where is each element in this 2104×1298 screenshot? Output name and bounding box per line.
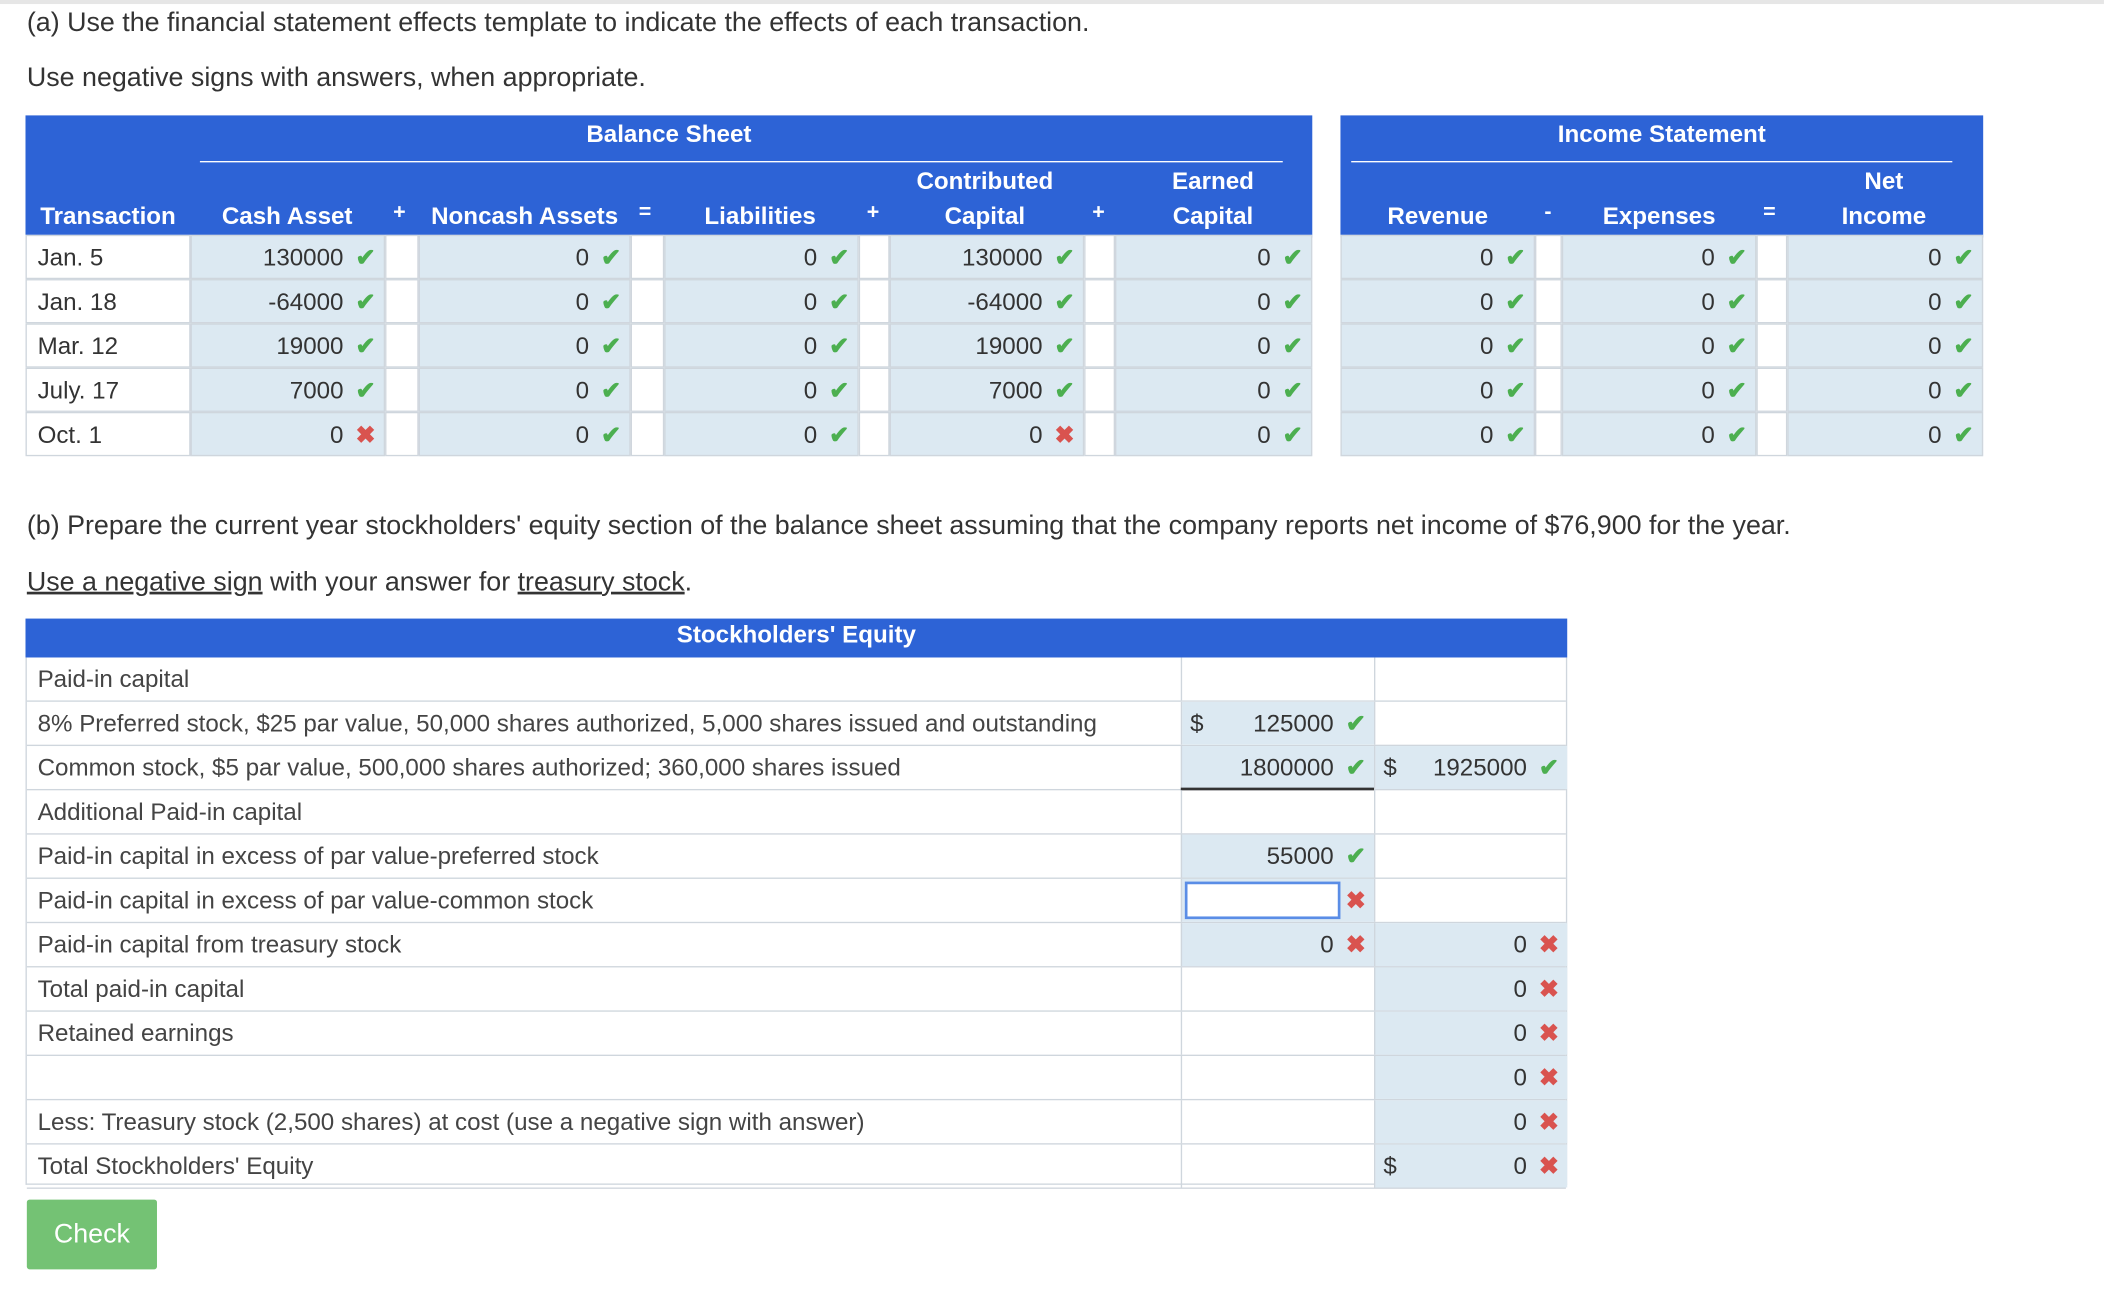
equity-amount-col1 bbox=[1181, 1056, 1374, 1099]
cell-value: 130000 bbox=[961, 244, 1043, 272]
expenses-input[interactable] bbox=[1562, 412, 1757, 456]
separator-cell bbox=[631, 368, 665, 412]
cell-value: 19000 bbox=[975, 332, 1043, 360]
check-icon: ✔ bbox=[1054, 288, 1075, 316]
balance-sheet-header bbox=[25, 115, 1312, 237]
check-icon: ✔ bbox=[1054, 244, 1075, 272]
equity-amount-col1 bbox=[1181, 1145, 1374, 1188]
equity-amount-col2[interactable] bbox=[1374, 1145, 1567, 1188]
transaction-label: Jan. 5 bbox=[25, 235, 190, 279]
equity-amount-col1 bbox=[1181, 1100, 1374, 1143]
cell-value: 0 bbox=[1257, 377, 1271, 404]
separator-cell bbox=[631, 235, 665, 279]
equity-header bbox=[25, 619, 1567, 658]
equity-row bbox=[27, 1145, 1566, 1189]
equity-title: Stockholders' Equity bbox=[676, 621, 916, 649]
note-text: with your answer for bbox=[262, 567, 518, 598]
check-icon: ✔ bbox=[1345, 842, 1366, 870]
cell-value: 0 bbox=[1701, 377, 1715, 404]
earned-capital-input[interactable] bbox=[1115, 235, 1312, 279]
amount-value: 125000 bbox=[1253, 709, 1334, 737]
equity-amount-col1[interactable] bbox=[1181, 879, 1374, 922]
check-icon: ✔ bbox=[1345, 709, 1366, 737]
equity-row bbox=[27, 702, 1566, 746]
part-a-note: Use negative signs with answers, when appropriate. bbox=[26, 63, 646, 93]
cell-value: 0 bbox=[330, 421, 344, 449]
check-icon: ✔ bbox=[355, 332, 376, 360]
check-icon: ✔ bbox=[1505, 244, 1526, 272]
cross-icon: ✖ bbox=[1538, 975, 1560, 1003]
revenue-input[interactable] bbox=[1340, 412, 1535, 456]
income-statement-title: Income Statement bbox=[1557, 120, 1766, 148]
check-icon: ✔ bbox=[1505, 332, 1526, 360]
cell-value: 0 bbox=[1257, 244, 1271, 272]
cell-value: 0 bbox=[1479, 288, 1494, 316]
check-icon: ✔ bbox=[829, 288, 850, 316]
equals-operator: = bbox=[1763, 201, 1776, 225]
cell-value: 0 bbox=[1928, 244, 1942, 272]
separator-cell bbox=[1084, 235, 1115, 279]
check-icon: ✔ bbox=[355, 244, 376, 272]
separator-cell bbox=[385, 235, 419, 279]
col-revenue: Revenue bbox=[1387, 202, 1489, 230]
check-icon: ✔ bbox=[1282, 377, 1303, 404]
net-income-input[interactable] bbox=[1787, 235, 1983, 279]
equity-amount-col1[interactable] bbox=[1181, 835, 1374, 878]
cell-value: 0 bbox=[1701, 288, 1715, 316]
check-icon: ✔ bbox=[1726, 244, 1748, 272]
check-icon: ✔ bbox=[601, 421, 622, 449]
cell-value: 0 bbox=[1479, 421, 1494, 449]
noncash-assets-input[interactable] bbox=[419, 279, 631, 323]
cell-value: 0 bbox=[1701, 421, 1715, 449]
cell-value: 0 bbox=[575, 332, 590, 360]
check-icon: ✔ bbox=[829, 332, 850, 360]
liabilities-input[interactable] bbox=[664, 279, 859, 323]
separator-cell bbox=[1756, 235, 1787, 279]
equity-row-label: Retained earnings bbox=[37, 1019, 234, 1047]
equity-row-label: Paid-in capital in excess of par value-preferred stock bbox=[37, 842, 599, 870]
separator-cell bbox=[385, 368, 419, 412]
check-icon: ✔ bbox=[1726, 421, 1748, 449]
separator-cell bbox=[1535, 368, 1562, 412]
noncash-assets-input[interactable] bbox=[419, 323, 631, 367]
top-divider bbox=[0, 0, 2104, 4]
liabilities-input[interactable] bbox=[664, 235, 859, 279]
separator-cell bbox=[631, 279, 665, 323]
separator-cell bbox=[859, 412, 890, 456]
part-b-note bbox=[27, 568, 692, 599]
revenue-input[interactable] bbox=[1340, 368, 1535, 412]
net-income-input[interactable] bbox=[1787, 323, 1983, 367]
check-icon: ✔ bbox=[1953, 421, 1974, 449]
earned-capital-input[interactable] bbox=[1115, 368, 1312, 412]
minus-operator: - bbox=[1544, 201, 1552, 225]
separator-cell bbox=[1756, 323, 1787, 367]
separator-cell bbox=[1535, 235, 1562, 279]
separator-cell bbox=[1756, 279, 1787, 323]
equity-row-label: 8% Preferred stock, $25 par value, 50,000 shares authorized, 5,000 shares issued and outstanding bbox=[37, 709, 1097, 737]
cell-value: 130000 bbox=[262, 244, 344, 272]
check-icon: ✔ bbox=[1282, 332, 1303, 360]
contributed-capital-input[interactable] bbox=[890, 235, 1085, 279]
cross-icon: ✖ bbox=[1538, 1064, 1560, 1091]
check-button[interactable]: Check bbox=[27, 1200, 157, 1270]
check-icon: ✔ bbox=[1505, 421, 1526, 449]
equals-operator: = bbox=[638, 201, 652, 225]
cell-value: 0 bbox=[1257, 288, 1271, 316]
cash-asset-input[interactable] bbox=[191, 412, 386, 456]
col-liabilities: Liabilities bbox=[704, 202, 816, 230]
equity-row bbox=[27, 879, 1566, 923]
separator-cell bbox=[631, 412, 665, 456]
part-b-instruction: (b) Prepare the current year stockholders' equity section of the balance sheet assuming that the company reports net income of $76,900 for the year. bbox=[26, 511, 1791, 541]
noncash-assets-input[interactable] bbox=[419, 412, 631, 456]
cash-asset-input[interactable] bbox=[191, 279, 386, 323]
expenses-input[interactable] bbox=[1562, 235, 1757, 279]
net-income-input[interactable] bbox=[1787, 279, 1983, 323]
cell-value: 0 bbox=[803, 288, 818, 316]
check-icon: ✔ bbox=[355, 377, 376, 404]
equity-amount-col2[interactable] bbox=[1374, 923, 1567, 966]
contributed-capital-input[interactable] bbox=[890, 323, 1085, 367]
separator-cell bbox=[859, 323, 890, 367]
cell-value: 0 bbox=[803, 244, 818, 272]
amount-value: 0 bbox=[1513, 975, 1527, 1003]
check-icon: ✔ bbox=[601, 332, 622, 360]
cell-value: 0 bbox=[1928, 288, 1942, 316]
equity-amount-col1 bbox=[1181, 790, 1374, 833]
col-noncash-assets: Noncash Assets bbox=[431, 202, 619, 230]
separator-cell bbox=[1084, 368, 1115, 412]
col-contributed-2: Capital bbox=[944, 202, 1026, 230]
cell-value: 7000 bbox=[289, 377, 344, 404]
plus-operator: + bbox=[1092, 201, 1105, 225]
equity-amount-col1[interactable] bbox=[1181, 746, 1374, 789]
contributed-capital-input[interactable] bbox=[890, 368, 1085, 412]
separator-cell bbox=[385, 323, 419, 367]
check-icon: ✔ bbox=[601, 377, 622, 404]
equity-amount-col1 bbox=[1181, 657, 1374, 700]
cross-icon: ✖ bbox=[1345, 886, 1366, 914]
check-icon: ✔ bbox=[1726, 377, 1748, 404]
separator-cell bbox=[859, 235, 890, 279]
separator-cell bbox=[1756, 412, 1787, 456]
equity-amount-col2[interactable] bbox=[1374, 746, 1567, 789]
cell-value: 0 bbox=[803, 377, 818, 404]
check-icon: ✔ bbox=[1953, 332, 1974, 360]
cell-value: 0 bbox=[1479, 377, 1494, 404]
equity-amount-col1 bbox=[1181, 1012, 1374, 1055]
equity-amount-col1[interactable] bbox=[1181, 923, 1374, 966]
cell-value: -64000 bbox=[268, 288, 344, 316]
amount-value: 0 bbox=[1513, 931, 1527, 959]
cross-icon: ✖ bbox=[1538, 1019, 1560, 1047]
equity-amount-col1 bbox=[1181, 967, 1374, 1010]
equity-amount-col2 bbox=[1374, 657, 1567, 700]
cash-asset-input[interactable] bbox=[191, 323, 386, 367]
cell-value: 0 bbox=[1701, 332, 1715, 360]
check-icon: ✔ bbox=[1505, 377, 1526, 404]
check-icon: ✔ bbox=[1345, 754, 1366, 781]
col-earned-1: Earned bbox=[1172, 167, 1254, 195]
income-statement-header bbox=[1340, 115, 1983, 237]
amount-value: 0 bbox=[1513, 1152, 1527, 1180]
cell-value: 0 bbox=[1701, 244, 1715, 272]
note-link-treasury-stock[interactable]: treasury stock bbox=[517, 567, 685, 598]
check-icon: ✔ bbox=[1282, 244, 1303, 272]
separator-cell bbox=[1535, 323, 1562, 367]
check-icon: ✔ bbox=[1953, 288, 1974, 316]
cross-icon: ✖ bbox=[355, 421, 376, 449]
equity-amount-col2[interactable] bbox=[1374, 1100, 1567, 1143]
cell-value: 0 bbox=[575, 288, 590, 316]
equity-row-label: Paid-in capital bbox=[37, 665, 190, 693]
separator-cell bbox=[859, 279, 890, 323]
separator-cell bbox=[859, 368, 890, 412]
equity-row-label: Total paid-in capital bbox=[37, 975, 245, 1003]
cell-value: 0 bbox=[1928, 377, 1942, 404]
liabilities-input[interactable] bbox=[664, 368, 859, 412]
equity-row bbox=[27, 967, 1566, 1011]
revenue-input[interactable] bbox=[1340, 279, 1535, 323]
cross-icon: ✖ bbox=[1538, 1108, 1560, 1136]
cell-value: 0 bbox=[1928, 332, 1942, 360]
check-icon: ✔ bbox=[601, 244, 622, 272]
transaction-label: Oct. 1 bbox=[25, 412, 190, 456]
equity-row-label: Total Stockholders' Equity bbox=[37, 1152, 314, 1180]
amount-value: 0 bbox=[1513, 1019, 1527, 1047]
check-icon: ✔ bbox=[1953, 377, 1974, 404]
header-divider bbox=[200, 161, 1283, 162]
equity-row bbox=[27, 746, 1566, 790]
check-icon: ✔ bbox=[355, 288, 376, 316]
contributed-capital-input[interactable] bbox=[890, 412, 1085, 456]
liabilities-input[interactable] bbox=[664, 323, 859, 367]
dollar-sign: $ bbox=[1383, 1152, 1397, 1180]
separator-cell bbox=[1084, 323, 1115, 367]
cell-value: 19000 bbox=[276, 332, 344, 360]
equity-amount-col2 bbox=[1374, 790, 1567, 833]
liabilities-input[interactable] bbox=[664, 412, 859, 456]
equity-amount-col2[interactable] bbox=[1374, 967, 1567, 1010]
cell-value: 0 bbox=[575, 244, 590, 272]
separator-cell bbox=[631, 323, 665, 367]
equity-row-label: Common stock, $5 par value, 500,000 shares authorized; 360,000 shares issued bbox=[37, 754, 901, 781]
noncash-assets-input[interactable] bbox=[419, 368, 631, 412]
cell-value: 7000 bbox=[988, 377, 1043, 404]
check-icon: ✔ bbox=[1726, 288, 1748, 316]
expenses-input[interactable] bbox=[1562, 368, 1757, 412]
amount-value: 1925000 bbox=[1432, 754, 1527, 781]
cell-value: 0 bbox=[1928, 421, 1942, 449]
col-earned-2: Capital bbox=[1172, 202, 1254, 230]
plus-operator: + bbox=[866, 201, 880, 225]
col-cash-asset: Cash Asset bbox=[221, 202, 353, 230]
equity-amount-col2 bbox=[1374, 702, 1567, 745]
transaction-label: Mar. 12 bbox=[25, 323, 190, 367]
plus-operator: + bbox=[393, 201, 406, 225]
check-icon: ✔ bbox=[829, 377, 850, 404]
contributed-capital-input[interactable] bbox=[890, 279, 1085, 323]
separator-cell bbox=[385, 412, 419, 456]
equity-amount-col2 bbox=[1374, 835, 1567, 878]
cell-value: 0 bbox=[803, 421, 818, 449]
part-a-instruction: (a) Use the financial statement effects template to indicate the effects of each transaction. bbox=[26, 8, 1090, 38]
equity-row bbox=[27, 1012, 1566, 1056]
header-divider bbox=[1351, 161, 1952, 162]
check-icon: ✔ bbox=[1538, 754, 1560, 781]
equity-amount-col1[interactable] bbox=[1181, 702, 1374, 745]
net-income-input[interactable] bbox=[1787, 412, 1983, 456]
separator-cell bbox=[1756, 368, 1787, 412]
cell-value: 0 bbox=[1257, 421, 1271, 449]
col-net-2: Income bbox=[1841, 202, 1927, 230]
equity-row-label: Additional Paid-in capital bbox=[37, 798, 303, 826]
cell-value: 0 bbox=[1257, 332, 1271, 360]
transaction-label: July. 17 bbox=[25, 368, 190, 412]
equity-row-label: Less: Treasury stock (2,500 shares) at cost (use a negative sign with answer) bbox=[37, 1108, 865, 1136]
earned-capital-input[interactable] bbox=[1115, 279, 1312, 323]
revenue-input[interactable] bbox=[1340, 235, 1535, 279]
check-icon: ✔ bbox=[1953, 244, 1974, 272]
cell-value: 0 bbox=[1479, 332, 1494, 360]
amount-value: 0 bbox=[1513, 1108, 1527, 1136]
revenue-input[interactable] bbox=[1340, 323, 1535, 367]
cross-icon: ✖ bbox=[1538, 1152, 1560, 1180]
earned-capital-input[interactable] bbox=[1115, 412, 1312, 456]
amount-value: 0 bbox=[1320, 931, 1334, 959]
excess-par-common-input[interactable] bbox=[1185, 882, 1341, 920]
col-transaction: Transaction bbox=[40, 202, 176, 230]
check-icon: ✔ bbox=[601, 288, 622, 316]
equity-row bbox=[27, 657, 1566, 701]
equity-amount-col2 bbox=[1374, 879, 1567, 922]
equity-row bbox=[27, 923, 1566, 967]
equity-table bbox=[25, 657, 1567, 1184]
earned-capital-input[interactable] bbox=[1115, 323, 1312, 367]
cell-value: 0 bbox=[575, 377, 590, 404]
amount-value: 0 bbox=[1513, 1064, 1527, 1091]
check-icon: ✔ bbox=[1282, 421, 1303, 449]
equity-row bbox=[27, 790, 1566, 834]
separator-cell bbox=[1084, 412, 1115, 456]
equity-row bbox=[27, 835, 1566, 879]
note-period: . bbox=[684, 567, 693, 598]
cash-asset-input[interactable] bbox=[191, 235, 386, 279]
expenses-input[interactable] bbox=[1562, 279, 1757, 323]
cell-value: 0 bbox=[1479, 244, 1494, 272]
noncash-assets-input[interactable] bbox=[419, 235, 631, 279]
cross-icon: ✖ bbox=[1538, 931, 1560, 959]
amount-value: 55000 bbox=[1266, 842, 1334, 870]
separator-cell bbox=[1084, 279, 1115, 323]
equity-row-label: Paid-in capital from treasury stock bbox=[37, 931, 402, 959]
equity-row-label: Paid-in capital in excess of par value-common stock bbox=[37, 886, 594, 914]
cell-value: -64000 bbox=[967, 288, 1043, 316]
equity-row bbox=[27, 1100, 1566, 1144]
equity-amount-col2[interactable] bbox=[1374, 1012, 1567, 1055]
col-net-1: Net bbox=[1864, 167, 1904, 195]
transaction-label: Jan. 18 bbox=[25, 279, 190, 323]
expenses-input[interactable] bbox=[1562, 323, 1757, 367]
check-icon: ✔ bbox=[829, 421, 850, 449]
note-link-negative-sign[interactable]: Use a negative sign bbox=[26, 567, 263, 598]
cash-asset-input[interactable] bbox=[191, 368, 386, 412]
net-income-input[interactable] bbox=[1787, 368, 1983, 412]
check-icon: ✔ bbox=[1054, 377, 1075, 404]
separator-cell bbox=[1535, 279, 1562, 323]
cell-value: 0 bbox=[575, 421, 590, 449]
separator-cell bbox=[1535, 412, 1562, 456]
cross-icon: ✖ bbox=[1345, 931, 1366, 959]
equity-row bbox=[27, 1056, 1566, 1100]
check-icon: ✔ bbox=[829, 244, 850, 272]
col-expenses: Expenses bbox=[1602, 202, 1716, 230]
balance-sheet-title: Balance Sheet bbox=[586, 120, 752, 148]
check-icon: ✔ bbox=[1726, 332, 1748, 360]
dollar-sign: $ bbox=[1190, 709, 1204, 737]
cell-value: 0 bbox=[1029, 421, 1043, 449]
col-contributed-1: Contributed bbox=[916, 167, 1054, 195]
cross-icon: ✖ bbox=[1054, 421, 1075, 449]
amount-value: 1800000 bbox=[1239, 754, 1334, 781]
equity-amount-col2[interactable] bbox=[1374, 1056, 1567, 1099]
check-icon: ✔ bbox=[1505, 288, 1526, 316]
dollar-sign: $ bbox=[1383, 754, 1397, 781]
separator-cell bbox=[385, 279, 419, 323]
cell-value: 0 bbox=[803, 332, 818, 360]
check-icon: ✔ bbox=[1054, 332, 1075, 360]
check-icon: ✔ bbox=[1282, 288, 1303, 316]
